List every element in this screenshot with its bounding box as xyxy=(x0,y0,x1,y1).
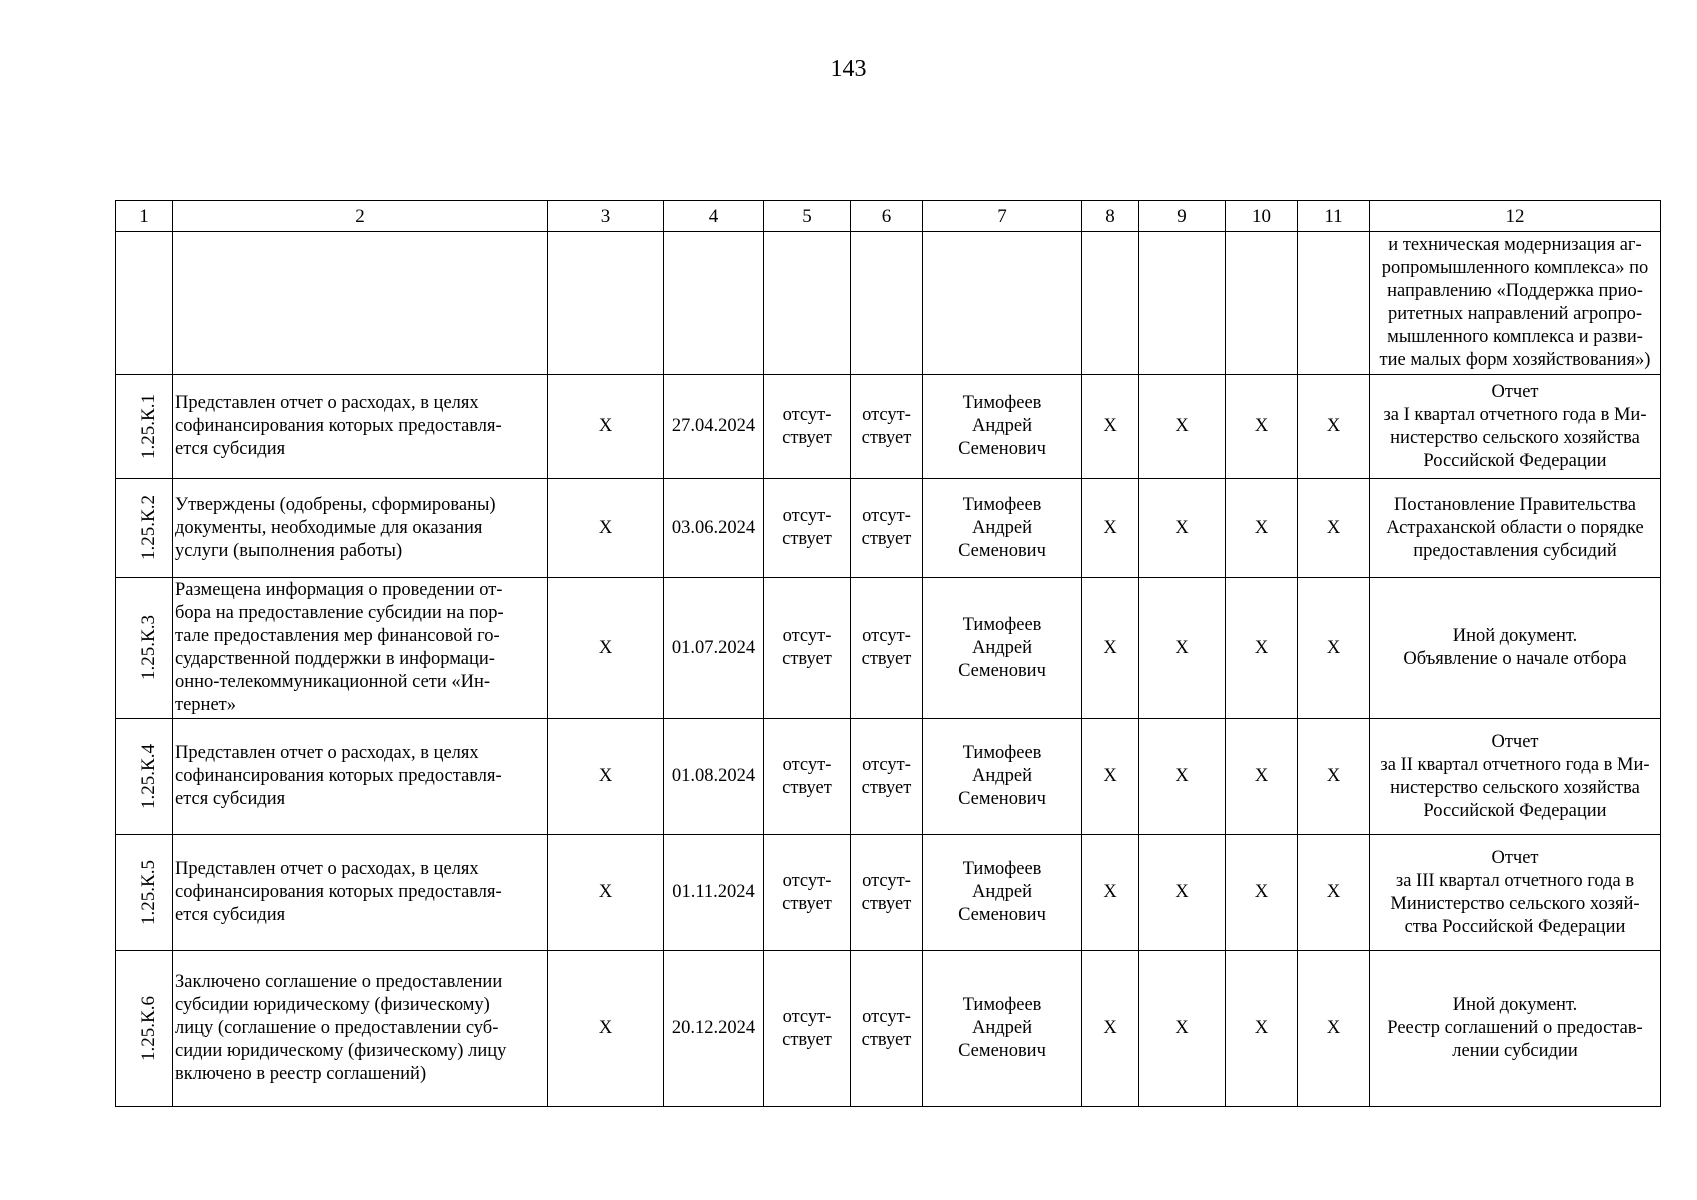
row-code: 1.25.К.3 xyxy=(137,615,159,680)
absent-cell xyxy=(851,479,923,578)
document-cell xyxy=(1370,232,1661,375)
text-line: субсидии юридическому (физическому) xyxy=(175,995,490,1015)
table-row xyxy=(116,479,1661,578)
mark-cell: X xyxy=(1298,578,1370,719)
absent-cell xyxy=(764,835,851,951)
mark-cell: X xyxy=(1298,719,1370,835)
mark-cell: X xyxy=(1139,719,1226,835)
text-line: предоставления субсидий xyxy=(1413,540,1617,561)
empty-cell xyxy=(1082,232,1139,375)
absent-cell xyxy=(764,479,851,578)
mark-cell: X xyxy=(548,578,664,719)
text-line: Утверждены (одобрены, сформированы) xyxy=(175,494,496,515)
text-line: Семенович xyxy=(958,789,1046,809)
text-line: отсут- xyxy=(862,506,911,526)
text-line: Тимофеев xyxy=(962,614,1042,635)
text-line: тале предоставления мер финансовой го- xyxy=(175,626,500,646)
date-cell: 03.06.2024 xyxy=(664,479,764,578)
mark-cell: X xyxy=(1082,375,1139,479)
text-line: отсут- xyxy=(862,404,911,425)
absent-cell xyxy=(764,578,851,719)
responsible-person-cell xyxy=(923,951,1082,1107)
table-row xyxy=(116,835,1661,951)
text-line: Семенович xyxy=(958,540,1046,561)
mark-cell: X xyxy=(1139,375,1226,479)
text-line: нистерство сельского хозяйства xyxy=(1390,427,1640,448)
date-cell: 01.11.2024 xyxy=(664,835,764,951)
text-line: ется субсидия xyxy=(175,905,286,925)
text-line: отсут- xyxy=(782,506,832,526)
text-line: за III квартал отчетного года в xyxy=(1395,870,1635,891)
header-cell: 7 xyxy=(923,201,1082,232)
text-line: софинансирования которых предоставля- xyxy=(175,416,502,436)
text-line: отсут- xyxy=(782,1006,832,1027)
document-cell xyxy=(1370,835,1661,951)
document-cell xyxy=(1370,479,1661,578)
absent-cell xyxy=(764,719,851,835)
row-code-cell xyxy=(116,375,173,479)
absent-cell xyxy=(851,835,923,951)
mark-cell: X xyxy=(1226,479,1298,578)
row-code: 1.25.К.6 xyxy=(137,995,159,1061)
table-row xyxy=(116,375,1661,479)
mark-cell: X xyxy=(1226,835,1298,951)
text-line: ствует xyxy=(782,427,832,448)
text-line: Иной документ. xyxy=(1452,995,1578,1015)
date-cell: 01.07.2024 xyxy=(664,578,764,719)
row-code-cell xyxy=(116,951,173,1107)
empty-cell xyxy=(851,232,923,375)
row-code: 1.25.К.4 xyxy=(137,743,159,809)
text-line: ствует xyxy=(861,893,912,914)
text-line: Андрей xyxy=(971,882,1033,902)
text-line: Андрей xyxy=(971,766,1033,786)
text-line: сударственной поддержки в информаци- xyxy=(175,649,495,669)
table-row xyxy=(116,951,1661,1107)
text-line: Иной документ. xyxy=(1452,626,1578,646)
text-line: Тимофеев xyxy=(962,995,1042,1015)
header-cell: 6 xyxy=(851,201,923,232)
description-cell xyxy=(173,951,548,1107)
responsible-person-cell xyxy=(923,479,1082,578)
text-line: Российской Федерации xyxy=(1423,450,1607,471)
description-cell xyxy=(173,719,548,835)
text-line: ствует xyxy=(861,649,912,669)
mark-cell: X xyxy=(1139,835,1226,951)
mark-cell: X xyxy=(1226,719,1298,835)
text-line: ствует xyxy=(861,529,912,549)
text-line: Андрей xyxy=(971,416,1033,436)
text-line: отсут- xyxy=(862,754,911,775)
mark-cell: X xyxy=(1139,479,1226,578)
description-cell xyxy=(173,479,548,578)
description-cell xyxy=(173,835,548,951)
text-line: Министерство сельского хозяй- xyxy=(1390,893,1640,914)
text-line: и техническая модернизация аг- xyxy=(1388,235,1642,255)
date-cell: 01.08.2024 xyxy=(664,719,764,835)
text-line: лении субсидии xyxy=(1452,1041,1578,1061)
text-line: мышленного комплекса и разви- xyxy=(1387,327,1643,347)
responsible-person-cell xyxy=(923,719,1082,835)
header-row xyxy=(116,201,1661,232)
text-line: Заключено соглашение о предоставлении xyxy=(175,972,503,992)
text-line: тие малых форм хозяйствования») xyxy=(1379,350,1651,370)
text-line: Астраханской области о порядке xyxy=(1386,517,1644,538)
empty-cell xyxy=(664,232,764,375)
description-cell xyxy=(173,375,548,479)
text-line: отсут- xyxy=(862,626,911,646)
mark-cell: X xyxy=(548,479,664,578)
text-line: бора на предоставление субсидии на пор- xyxy=(175,603,504,623)
row-code: 1.25.К.5 xyxy=(137,859,159,925)
empty-cell xyxy=(116,232,173,375)
row-code-cell xyxy=(116,479,173,578)
text-line: лицу (соглашение о предоставлении суб- xyxy=(175,1018,499,1038)
text-line: услуги (выполнения работы) xyxy=(175,540,403,561)
absent-cell xyxy=(764,375,851,479)
mark-cell: X xyxy=(1226,375,1298,479)
text-line: за II квартал отчетного года в Ми- xyxy=(1380,754,1650,775)
text-line: Семенович xyxy=(958,905,1046,925)
text-line: Тимофеев xyxy=(962,393,1042,413)
header-cell: 9 xyxy=(1139,201,1226,232)
document-cell xyxy=(1370,719,1661,835)
empty-cell xyxy=(764,232,851,375)
mark-cell: X xyxy=(548,835,664,951)
text-line: за I квартал отчетного года в Ми- xyxy=(1383,404,1647,425)
header-cell: 5 xyxy=(764,201,851,232)
mark-cell: X xyxy=(548,951,664,1107)
absent-cell xyxy=(851,951,923,1107)
mark-cell: X xyxy=(1298,835,1370,951)
text-line: Представлен отчет о расходах, в целях xyxy=(175,743,479,763)
mark-cell: X xyxy=(1082,719,1139,835)
text-line: Андрей xyxy=(971,637,1033,658)
text-line: Семенович xyxy=(958,1041,1046,1061)
header-cell: 10 xyxy=(1226,201,1298,232)
text-line: Российской Федерации xyxy=(1423,800,1607,821)
mark-cell: X xyxy=(1298,951,1370,1107)
text-line: направлению «Поддержка прио- xyxy=(1387,281,1643,301)
absent-cell xyxy=(764,951,851,1107)
text-line: Отчет xyxy=(1491,731,1539,752)
text-line: отсут- xyxy=(862,1006,911,1027)
responsible-person-cell xyxy=(923,835,1082,951)
empty-cell xyxy=(1298,232,1370,375)
text-line: Отчет xyxy=(1491,847,1539,868)
document-cell xyxy=(1370,578,1661,719)
text-line: Тимофеев xyxy=(962,859,1042,879)
text-line: документы, необходимые для оказания xyxy=(175,517,483,538)
absent-cell xyxy=(851,719,923,835)
text-line: Тимофеев xyxy=(962,494,1042,515)
text-line: Отчет xyxy=(1491,381,1539,402)
table-row xyxy=(116,719,1661,835)
text-line: Реестр соглашений о предостав- xyxy=(1387,1018,1643,1038)
text-line: Тимофеев xyxy=(962,743,1042,763)
header-cell: 2 xyxy=(173,201,548,232)
text-line: Андрей xyxy=(971,517,1033,538)
header-cell: 3 xyxy=(548,201,664,232)
text-line: Постановление Правительства xyxy=(1394,494,1636,515)
mark-cell: X xyxy=(1226,951,1298,1107)
text-line: ствует xyxy=(782,649,832,669)
text-line: отсут- xyxy=(782,626,832,646)
text-line: ритетных направлений агропро- xyxy=(1387,304,1643,324)
text-line: ется субсидия xyxy=(175,789,286,809)
control-points-table xyxy=(115,200,1661,1107)
text-line: сидии юридическому (физическому) лицу xyxy=(175,1041,507,1061)
header-cell: 4 xyxy=(664,201,764,232)
description-cell xyxy=(173,578,548,719)
text-line: отсут- xyxy=(782,404,832,425)
mark-cell: X xyxy=(1298,479,1370,578)
text-line: Представлен отчет о расходах, в целях xyxy=(175,393,479,413)
responsible-person-cell xyxy=(923,578,1082,719)
mark-cell: X xyxy=(1082,578,1139,719)
document-cell xyxy=(1370,951,1661,1107)
text-line: Андрей xyxy=(971,1018,1033,1038)
text-line: софинансирования которых предоставля- xyxy=(175,766,502,786)
text-line: Представлен отчет о расходах, в целях xyxy=(175,859,479,879)
empty-cell xyxy=(923,232,1082,375)
mark-cell: X xyxy=(1298,375,1370,479)
empty-cell xyxy=(1226,232,1298,375)
carryover-row xyxy=(116,232,1661,375)
text-line: нистерство сельского хозяйства xyxy=(1390,777,1640,798)
text-line: ствует xyxy=(782,1029,832,1050)
header-cell: 11 xyxy=(1298,201,1370,232)
absent-cell xyxy=(851,578,923,719)
text-line: ствует xyxy=(861,777,912,798)
text-line: ствует xyxy=(782,529,832,549)
table-row xyxy=(116,578,1661,719)
text-line: отсут- xyxy=(782,870,832,891)
mark-cell: X xyxy=(1082,951,1139,1107)
text-line: ствует xyxy=(861,427,912,448)
text-line: ствует xyxy=(782,893,832,914)
text-line: отсут- xyxy=(782,754,832,775)
text-line: Семенович xyxy=(958,439,1046,459)
mark-cell: X xyxy=(548,375,664,479)
mark-cell: X xyxy=(1082,835,1139,951)
date-cell: 27.04.2024 xyxy=(664,375,764,479)
text-line: отсут- xyxy=(862,870,911,891)
row-code: 1.25.К.1 xyxy=(137,393,159,459)
empty-cell xyxy=(173,232,548,375)
header-cell: 1 xyxy=(116,201,173,232)
row-code-cell xyxy=(116,578,173,719)
row-code-cell xyxy=(116,835,173,951)
empty-cell xyxy=(548,232,664,375)
text-line: ропромышленного комплекса» по xyxy=(1381,258,1649,278)
empty-cell xyxy=(1139,232,1226,375)
header-cell: 8 xyxy=(1082,201,1139,232)
text-line: Объявление о начале отбора xyxy=(1403,649,1627,669)
text-line: тернет» xyxy=(175,695,236,715)
text-line: ства Российской Федерации xyxy=(1404,916,1626,937)
mark-cell: X xyxy=(1226,578,1298,719)
text-line: включено в реестр соглашений) xyxy=(175,1064,427,1084)
row-code-cell xyxy=(116,719,173,835)
responsible-person-cell xyxy=(923,375,1082,479)
text-line: ется субсидия xyxy=(175,439,286,459)
text-line: Размещена информация о проведении от- xyxy=(175,580,503,600)
page-number: 143 xyxy=(830,56,867,82)
mark-cell: X xyxy=(1139,578,1226,719)
row-code: 1.25.К.2 xyxy=(137,495,159,560)
header-cell: 12 xyxy=(1370,201,1661,232)
table-body xyxy=(116,201,1661,1107)
mark-cell: X xyxy=(548,719,664,835)
date-cell: 20.12.2024 xyxy=(664,951,764,1107)
mark-cell: X xyxy=(1082,479,1139,578)
document-cell xyxy=(1370,375,1661,479)
text-line: онно-телекоммуникационной сети «Ин- xyxy=(175,672,491,692)
mark-cell: X xyxy=(1139,951,1226,1107)
text-line: софинансирования которых предоставля- xyxy=(175,882,502,902)
text-line: ствует xyxy=(782,777,832,798)
text-line: Семенович xyxy=(958,660,1046,681)
text-line: ствует xyxy=(861,1029,912,1050)
absent-cell xyxy=(851,375,923,479)
